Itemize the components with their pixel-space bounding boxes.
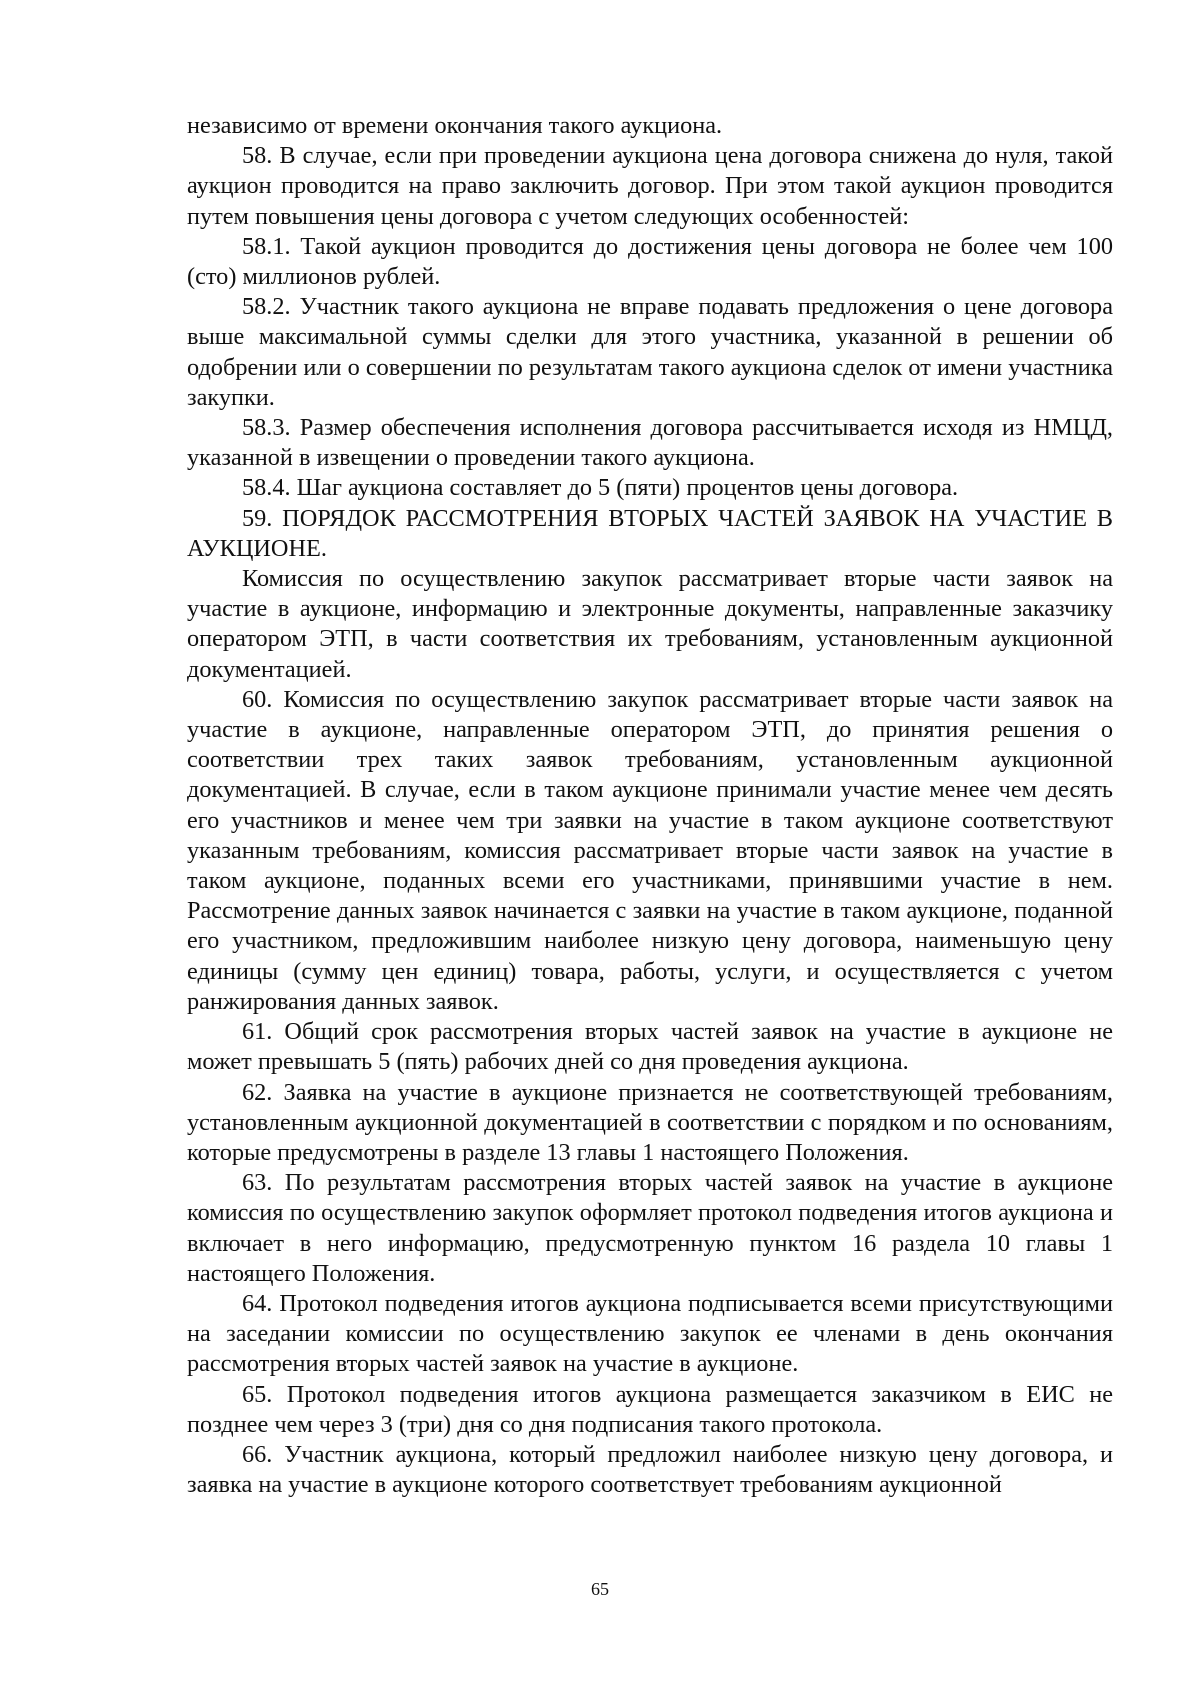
page-number: 65 (591, 1579, 609, 1599)
paragraph-63: 63. По результатам рассмотрения вторых частей заявок на участие в аукционе комиссия по осуществлению закупок оформляет протокол подведения итогов аукциона и включает в него информацию, предусмотренную пунктом 16 раздела 10 главы 1 настоящего Положения. (187, 1169, 1113, 1287)
paragraph-64: 64. Протокол подведения итогов аукциона подписывается всеми присутствующими на заседании комиссии по осуществлению закупок ее членами в день окончания рассмотрения вторых частей заявок на участие в аукционе. (187, 1289, 1113, 1378)
document-body (187, 111, 1113, 1500)
paragraph-58-4: 58.4. Шаг аукциона составляет до 5 (пяти) процентов цены договора. (242, 474, 959, 502)
paragraph-61: 61. Общий срок рассмотрения вторых частей заявок на участие в аукционе не может превышать 5 (пять) рабочих дней со дня проведения аукциона. (187, 1018, 1113, 1076)
section-heading-59: 59. ПОРЯДОК РАССМОТРЕНИЯ ВТОРЫХ ЧАСТЕЙ ЗАЯВОК НА УЧАСТИЕ В АУКЦИОНЕ. (187, 504, 1113, 562)
paragraph-58-3: 58.3. Размер обеспечения исполнения договора рассчитывается исходя из НМЦД, указанной в извещении о проведении такого аукциона. (187, 414, 1113, 472)
paragraph-65: 65. Протокол подведения итогов аукциона размещается заказчиком в ЕИС не позднее чем через 3 (три) дня со дня подписания такого протокола. (187, 1380, 1113, 1438)
paragraph-66: 66. Участник аукциона, который предложил наиболее низкую цену договора, и заявка на участие в аукционе которого соответствует требованиям аукционной (187, 1440, 1113, 1499)
paragraph-58-2: 58.2. Участник такого аукциона не вправе подавать предложения о цене договора выше максимальной суммы сделки для этого участника, указанной в решении об одобрении или о совершении по результатам такого аукциона сделок от имени участника закупки. (187, 293, 1113, 411)
paragraph-58: 58. В случае, если при проведении аукциона цена договора снижена до нуля, такой аукцион проводится на право заключить договор. При этом такой аукцион проводится путем повышения цены договора с учетом следующих особенностей: (187, 142, 1113, 230)
paragraph-58-1: 58.1. Такой аукцион проводится до достижения цены договора не более чем 100 (сто) миллионов рублей. (187, 232, 1113, 291)
paragraph: независимо от времени окончания такого аукциона. (187, 112, 723, 139)
paragraph-62: 62. Заявка на участие в аукционе признается не соответствующей требованиям, установленным аукционной документацией в соответствии с порядком и по основаниям, которые предусмотрены в разделе 13 главы 1 настоящего Положения. (187, 1078, 1113, 1166)
paragraph-59-body: Комиссия по осуществлению закупок рассматривает вторые части заявок на участие в аукционе, информацию и электронные документы, направленные заказчику оператором ЭТП, в части соответствия их требованиям, установленным аукционной документацией. (187, 565, 1113, 683)
paragraph-60: 60. Комиссия по осуществлению закупок рассматривает вторые части заявок на участие в аукционе, направленные оператором ЭТП, до принятия решения о соответствии трех таких заявок требованиям, установленным аукционной документацией. В случае, если в таком аукционе принимали участие менее чем десять его участников и менее чем три заявки на участие в таком аукционе соответствуют указанным требованиям, комиссия рассматривает вторые части заявок на участие в таком аукционе, поданных всеми его участниками, принявшими участие в нем. Рассмотрение данных заявок начинается с заявки на участие в таком аукционе, поданной его участником, предложившим наиболее низкую цену договора, наименьшую цену единицы (сумму цен единиц) товара, работы, услуги, и осуществляется с учетом ранжирования данных заявок. (187, 685, 1113, 1015)
